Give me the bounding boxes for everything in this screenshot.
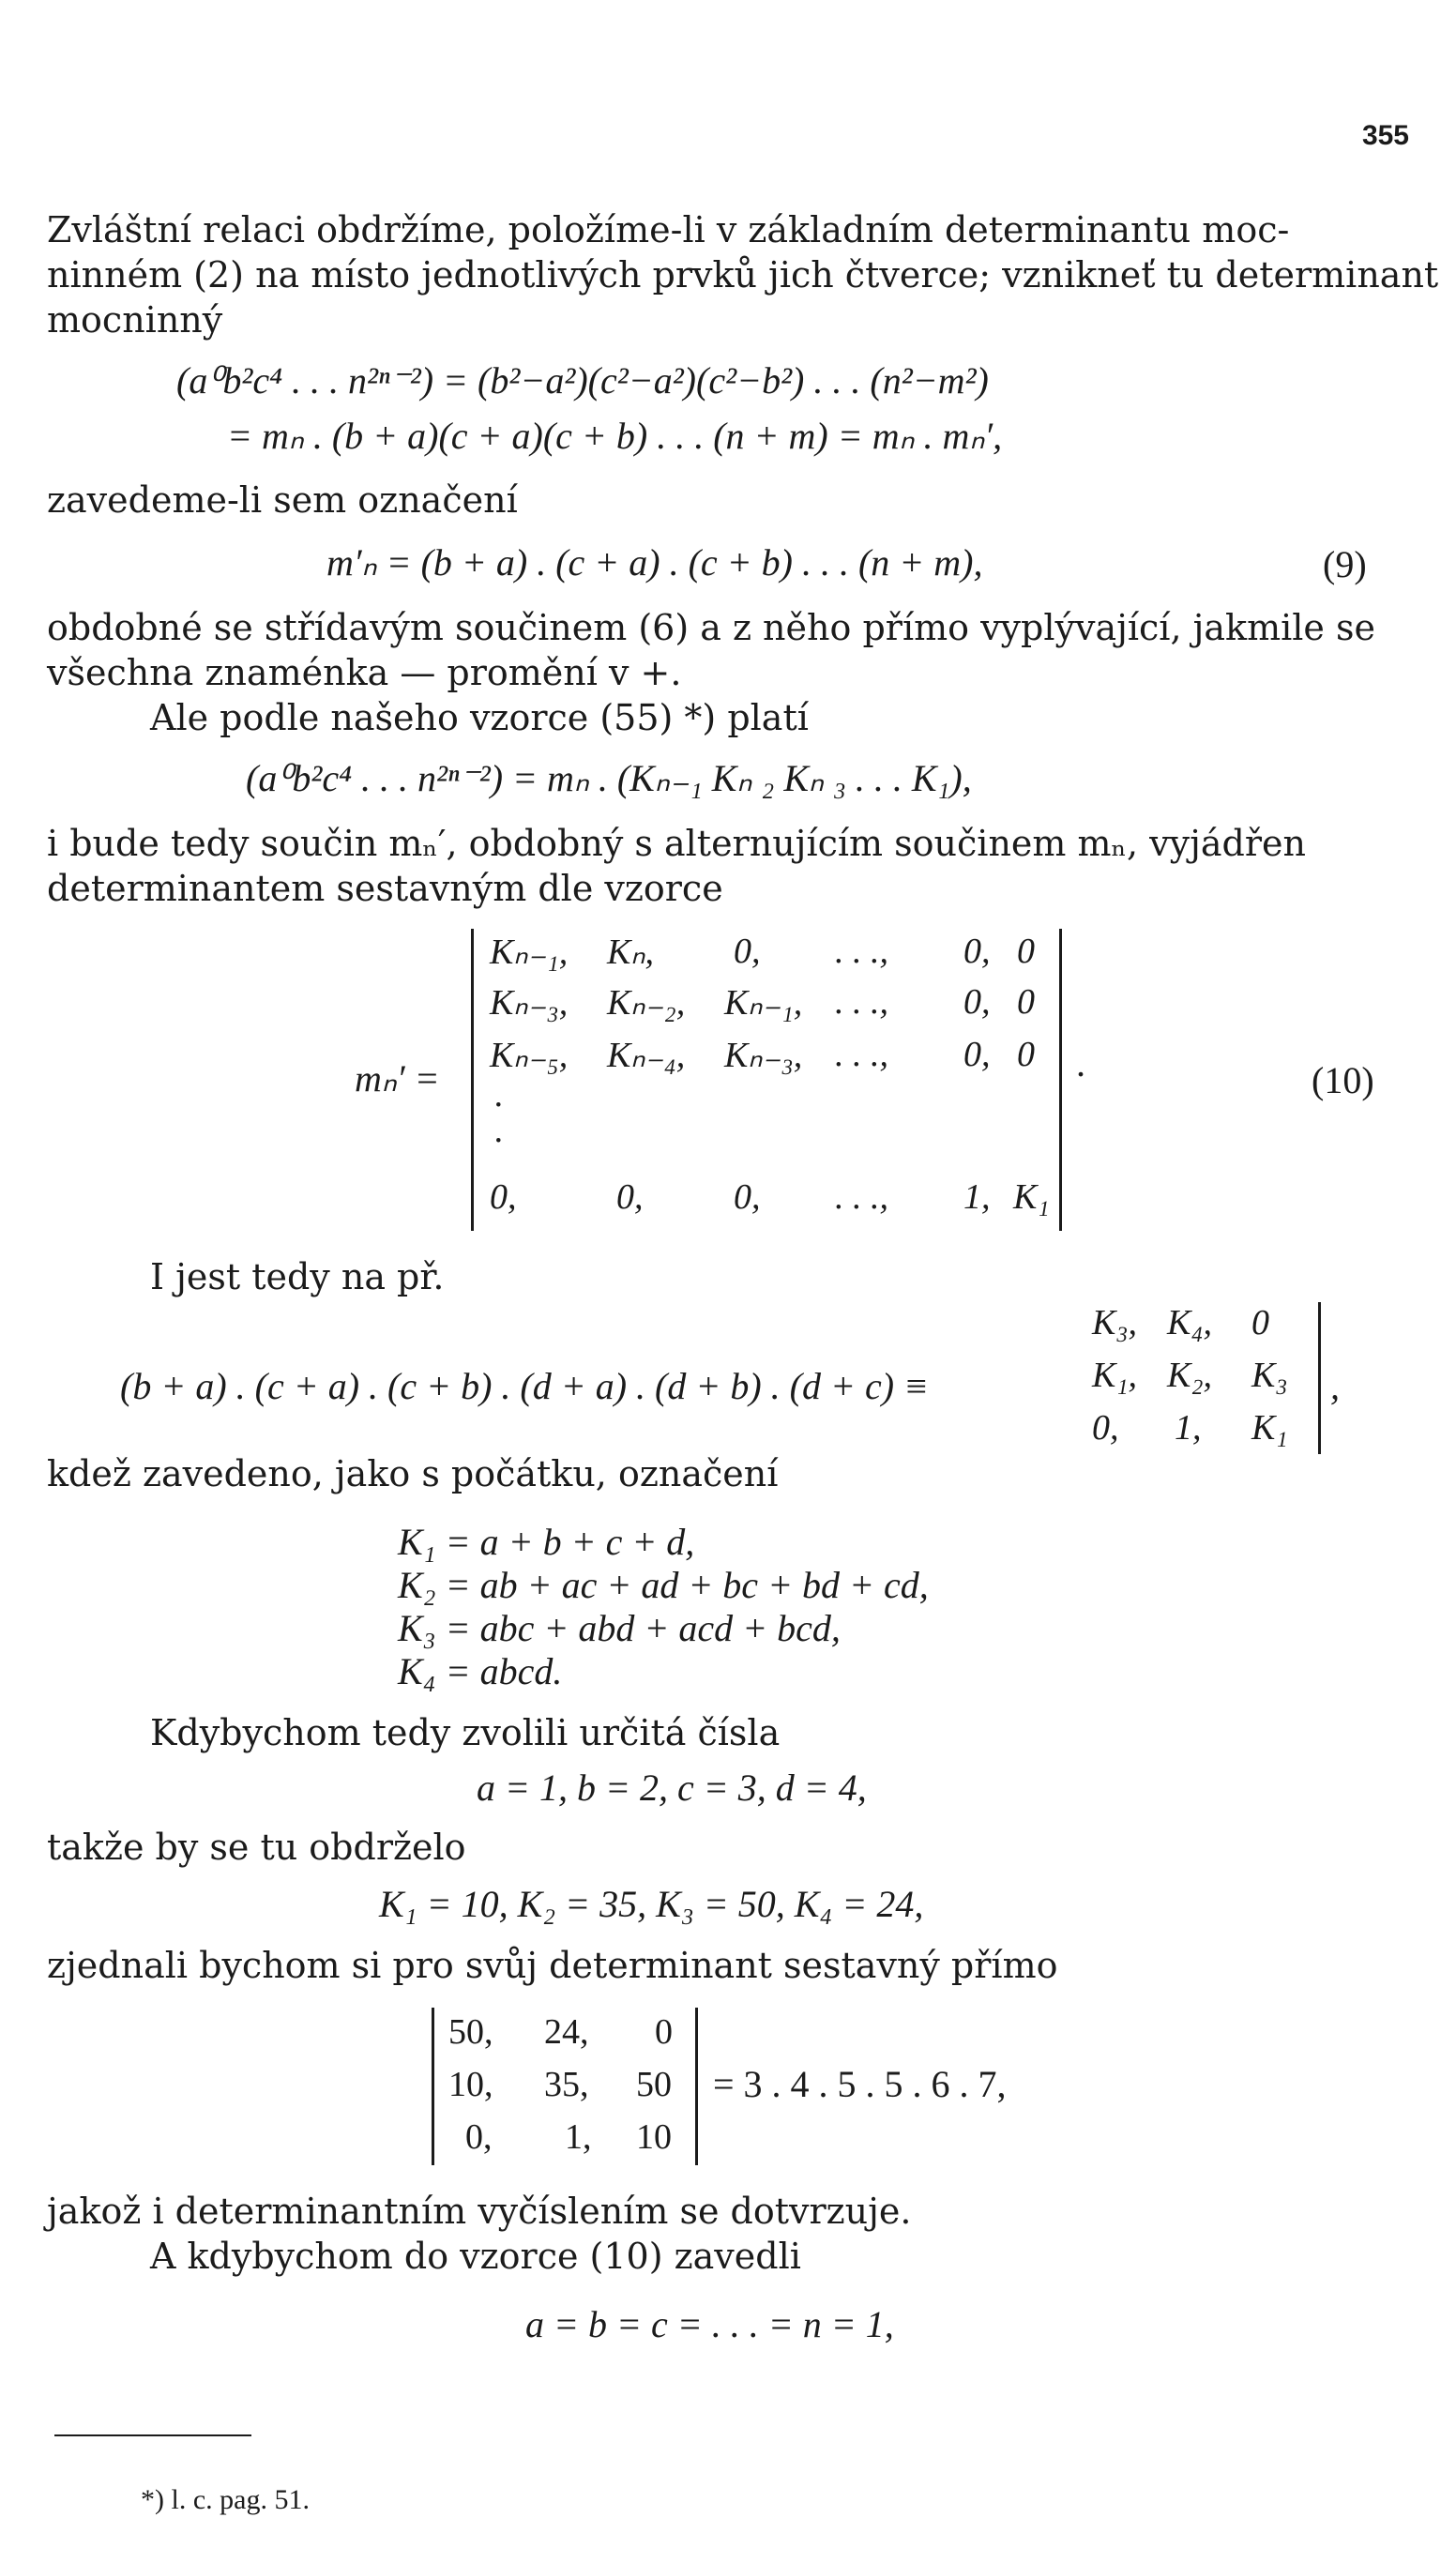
determinant-cell: 0, (963, 1035, 991, 1074)
determinant-cell: 0, (490, 1177, 517, 1217)
determinant-row (448, 2011, 692, 2058)
determinant-cell: 1, (1175, 1408, 1202, 1448)
determinant-row (490, 981, 1053, 1028)
determinant-cell: K₁ (1251, 1408, 1288, 1448)
determinant-cell: Kₙ₋₁, (724, 983, 803, 1023)
paragraph-line: A kdybychom do vzorce (10) zavedli (150, 2236, 801, 2277)
paragraph-line: obdobné se střídavým součinem (6) a z něho přímo vyplývající, jakmile se (47, 607, 1375, 648)
paragraph-line: kdež zavedeno, jako s počátku, označení (47, 1453, 779, 1494)
determinant-cell: · (493, 1085, 503, 1125)
determinant-row (1092, 1407, 1317, 1454)
determinant-cell: Kₙ₋₂, (607, 983, 686, 1023)
equation-numeric-rhs: = 3 . 4 . 5 . 5 . 6 . 7, (713, 2063, 1007, 2105)
determinant-cell: K₂, (1167, 1356, 1213, 1395)
equation-final: a = b = c = . . . = n = 1, (525, 2303, 894, 2345)
determinant-cell: . . ., (835, 932, 888, 971)
paragraph-line: Ale podle našeho vzorce (55) *) platí (150, 697, 809, 738)
determinant-cell: 0, (734, 1177, 761, 1217)
determinant-cell: 0, (465, 2117, 493, 2157)
determinant-row (490, 931, 1053, 978)
paragraph-line: Kdybychom tedy zvolili určitá čísla (150, 1712, 781, 1753)
equation-10-lhs: mₙ′ = (355, 1057, 440, 1100)
determinant-cell: 0, (963, 932, 991, 971)
determinant-numeric (432, 2008, 698, 2165)
determinant-cell: 10, (448, 2065, 493, 2104)
determinant-cell: 10 (636, 2117, 672, 2157)
determinant-cell: K₃ (1251, 1356, 1288, 1395)
equation-example-lhs: (b + a) . (c + a) . (c + b) . (d + a) . (d + b) . (d + c) ≡ (120, 1365, 930, 1407)
determinant-cell: 0 (1017, 932, 1035, 971)
determinant-cell: . . ., (835, 1177, 888, 1217)
paragraph-line: determinantem sestavným dle vzorce (47, 868, 723, 909)
footnote-rule (54, 2434, 251, 2436)
determinant-row (1092, 1355, 1317, 1402)
footnote: *) l. c. pag. 51. (141, 2484, 310, 2515)
determinant-cell: 1, (565, 2117, 592, 2157)
determinant-cell: 50, (448, 2012, 493, 2052)
k-definition: K₃ = abc + abd + acd + bcd, (398, 1607, 841, 1649)
determinant-example (1077, 1302, 1321, 1454)
determinant-row (493, 1084, 1056, 1125)
determinant-left-bar (432, 2008, 434, 2165)
equation-k-values: K₁ = 10, K₂ = 35, K₃ = 50, K₄ = 24, (379, 1883, 924, 1925)
determinant-cell: Kₙ₋₅, (490, 1036, 569, 1075)
determinant-cell: K₁, (1092, 1356, 1138, 1395)
paragraph-line: zjednali bychom si pro svůj determinant sestavný přímo (47, 1945, 1058, 1986)
determinant-row (490, 1034, 1053, 1081)
determinant-cell: 0 (1017, 1035, 1035, 1074)
determinant-row (493, 1120, 1056, 1158)
determinant-cell: 0 (1251, 1303, 1269, 1342)
determinant-cell: 0, (1092, 1408, 1119, 1448)
determinant-cell: . . ., (835, 982, 888, 1022)
paragraph-line: takže by se tu obdrželo (47, 1827, 466, 1868)
determinant-cell: Kₙ₋₁, (490, 933, 569, 972)
paragraph-line: mocninný (47, 299, 223, 341)
determinant-cell: 0, (963, 982, 991, 1022)
determinant-cell: Kₙ₋₄, (607, 1036, 686, 1075)
equation-values: a = 1, b = 2, c = 3, d = 4, (477, 1767, 867, 1809)
determinant-cell: 35, (544, 2065, 589, 2104)
k-definition: K₂ = ab + ac + ad + bc + bd + cd, (398, 1564, 929, 1606)
equation-example-tail: , (1330, 1365, 1340, 1407)
paragraph-line: jakož i determinantním vyčíslením se dotvrzuje. (47, 2191, 912, 2232)
determinant-cell: Kₙ₋₃, (724, 1036, 803, 1075)
paragraph-line: Zvláštní relaci obdržíme, položíme-li v základním determinantu moc- (47, 209, 1290, 250)
determinant-row (490, 1176, 1053, 1223)
equation-number-10: (10) (1312, 1059, 1374, 1101)
determinant-cell: · (493, 1121, 503, 1160)
equation-power-determinant-line2: = mₙ . (b + a)(c + a)(c + b) . . . (n + m) = mₙ . mₙ′, (227, 415, 1003, 457)
equation-k-product: (a⁰b²c⁴ . . . n²ⁿ⁻²) = mₙ . (Kₙ₋₁ Kₙ ₂ Kₙ ₃ . . . K₁), (246, 757, 972, 799)
determinant-cell: K₁ (1013, 1177, 1050, 1217)
determinant-cell: 0, (616, 1177, 644, 1217)
determinant-row (448, 2116, 692, 2163)
determinant-right-bar (1059, 929, 1062, 1231)
determinant-cell: Kₙ, (607, 933, 654, 972)
determinant-cell: K₄, (1167, 1303, 1213, 1342)
determinant-cell: 1, (963, 1177, 991, 1217)
determinant-cell: 0 (655, 2012, 673, 2052)
determinant-row (448, 2064, 692, 2111)
paragraph-line: ninném (2) na místo jednotlivých prvků jich čtverce; vznikneť tu determinant (47, 254, 1439, 296)
paragraph-line: všechna znaménka — promění v +. (47, 652, 682, 693)
paragraph-line: zavedeme-li sem označení (47, 479, 518, 521)
determinant-right-bar (695, 2008, 698, 2165)
k-definition: K₁ = a + b + c + d, (398, 1521, 695, 1563)
determinant-row (1092, 1302, 1317, 1349)
equation-9: m′ₙ = (b + a) . (c + a) . (c + b) . . . (n + m), (326, 541, 983, 584)
determinant-cell: K₃, (1092, 1303, 1138, 1342)
paragraph-line: i bude tedy součin mₙ′, obdobný s alternujícím součinem mₙ, vyjádřen (47, 823, 1306, 864)
determinant-cell: 50 (636, 2065, 672, 2104)
determinant-right-bar (1318, 1302, 1321, 1454)
paragraph-line: I jest tedy na př. (150, 1256, 445, 1297)
page-number: 355 (1361, 120, 1409, 151)
determinant-cell: Kₙ₋₃, (490, 983, 569, 1023)
determinant-cell: 0 (1017, 982, 1035, 1022)
equation-10-dot: . (1077, 1042, 1086, 1084)
k-definition: K₄ = abcd. (398, 1650, 563, 1692)
determinant-10 (471, 929, 1062, 1231)
determinant-cell: 24, (544, 2012, 589, 2052)
equation-number-9: (9) (1323, 543, 1367, 585)
determinant-left-bar (471, 929, 474, 1231)
determinant-cell: . . ., (835, 1035, 888, 1074)
equation-power-determinant-line1: (a⁰b²c⁴ . . . n²ⁿ⁻²) = (b²−a²)(c²−a²)(c²−b²) . . . (n²−m²) (176, 359, 989, 402)
determinant-cell: 0, (734, 932, 761, 971)
